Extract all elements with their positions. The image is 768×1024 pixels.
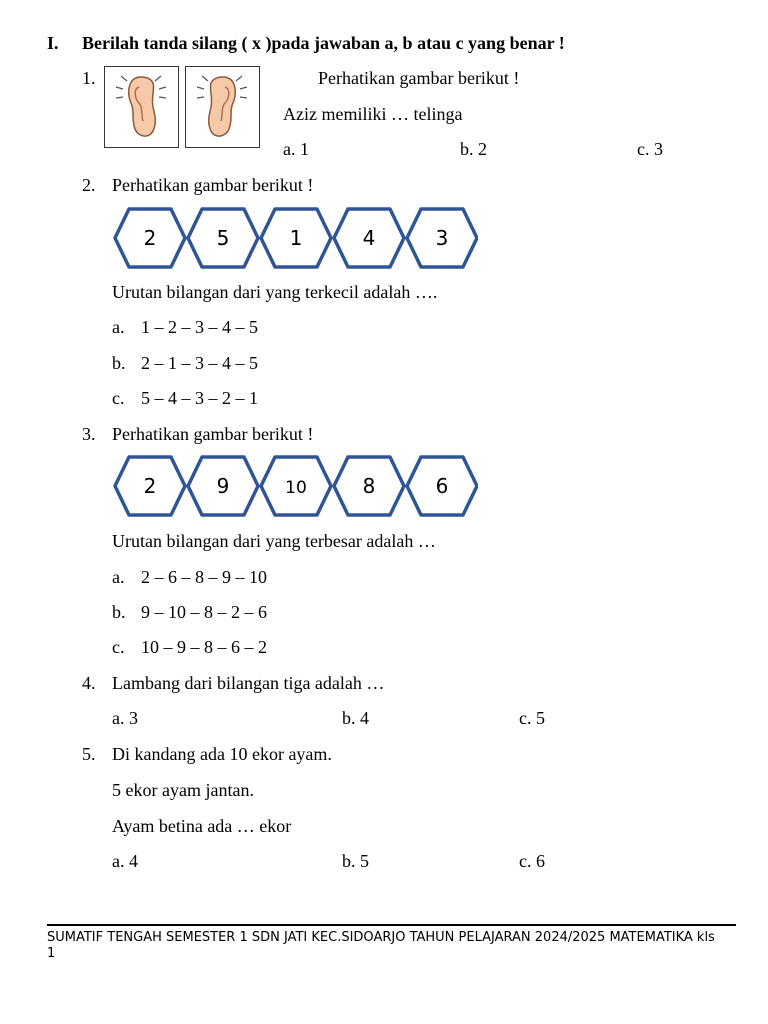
q3-option-c-text[interactable]: 10 – 9 – 8 – 6 – 2 xyxy=(141,637,267,657)
q5-line-3: Ayam betina ada … ekor xyxy=(112,816,292,836)
q1-option-a[interactable]: a. 1 xyxy=(283,139,309,159)
q2-option-a-letter[interactable]: a. xyxy=(112,317,125,337)
q3-text: Perhatikan gambar berikut ! xyxy=(112,424,314,444)
q5-line-2: 5 ekor ayam jantan. xyxy=(112,780,254,800)
q3-option-b-text[interactable]: 9 – 10 – 8 – 2 – 6 xyxy=(141,602,267,622)
q3-option-a-letter[interactable]: a. xyxy=(112,567,125,587)
q5-number: 5. xyxy=(82,744,96,764)
ear-image-left xyxy=(104,66,179,148)
q3-option-a-text[interactable]: 2 – 6 – 8 – 9 – 10 xyxy=(141,567,267,587)
q5-option-b[interactable]: b. 5 xyxy=(342,851,369,871)
ear-icon xyxy=(186,67,259,147)
hexagon-number: 8 xyxy=(362,474,376,498)
q3-option-b-letter[interactable]: b. xyxy=(112,602,126,622)
q5-option-c[interactable]: c. 6 xyxy=(519,851,545,871)
q1-option-c[interactable]: c. 3 xyxy=(637,139,663,159)
q4-option-c[interactable]: c. 5 xyxy=(519,708,545,728)
hexagon-number: 6 xyxy=(435,474,449,498)
hexagon-number: 4 xyxy=(362,226,376,250)
hexagon-number: 2 xyxy=(143,474,157,498)
q1-option-b[interactable]: b. 2 xyxy=(460,139,487,159)
q4-text: Lambang dari bilangan tiga adalah … xyxy=(112,673,385,693)
q2-option-c-text[interactable]: 5 – 4 – 3 – 2 – 1 xyxy=(141,388,258,408)
q1-header: Perhatikan gambar berikut ! xyxy=(318,68,520,88)
q1-number: 1. xyxy=(82,68,96,88)
q2-number: 2. xyxy=(82,175,96,195)
section-number: I. xyxy=(47,33,59,53)
hexagon-row xyxy=(113,205,478,271)
q5-option-a[interactable]: a. 4 xyxy=(112,851,138,871)
q3-question: Urutan bilangan dari yang terbesar adalah … xyxy=(112,531,436,551)
q3-option-c-letter[interactable]: c. xyxy=(112,637,125,657)
q2-option-c-letter[interactable]: c. xyxy=(112,388,125,408)
q2-option-a-text[interactable]: 1 – 2 – 3 – 4 – 5 xyxy=(141,317,258,337)
hexagon-number: 9 xyxy=(216,474,230,498)
hexagon-number: 2 xyxy=(143,226,157,250)
ear-image-right xyxy=(185,66,260,148)
hexagon-number: 5 xyxy=(216,226,230,250)
q3-number: 3. xyxy=(82,424,96,444)
q4-option-b[interactable]: b. 4 xyxy=(342,708,369,728)
hexagon-number: 10 xyxy=(285,478,307,498)
q2-option-b-text[interactable]: 2 – 1 – 3 – 4 – 5 xyxy=(141,353,258,373)
q1-text: Aziz memiliki … telinga xyxy=(283,104,463,124)
footer-text: SUMATIF TENGAH SEMESTER 1 SDN JATI KEC.SIDOARJO TAHUN PELAJARAN 2024/2025 MATEMATIKA kls 1 xyxy=(47,930,715,961)
hexagon-row xyxy=(113,453,478,519)
section-title: Berilah tanda silang ( x )pada jawaban a, b atau c yang benar ! xyxy=(82,33,565,53)
q2-text: Perhatikan gambar berikut ! xyxy=(112,175,314,195)
footer-divider xyxy=(47,924,736,926)
hexagon-number: 3 xyxy=(435,226,449,250)
q5-line-1: Di kandang ada 10 ekor ayam. xyxy=(112,744,332,764)
q2-question: Urutan bilangan dari yang terkecil adalah …. xyxy=(112,282,438,302)
q2-option-b-letter[interactable]: b. xyxy=(112,353,126,373)
q4-option-a[interactable]: a. 3 xyxy=(112,708,138,728)
ear-icon xyxy=(105,67,178,147)
q4-number: 4. xyxy=(82,673,96,693)
hexagon-number: 1 xyxy=(289,226,303,250)
